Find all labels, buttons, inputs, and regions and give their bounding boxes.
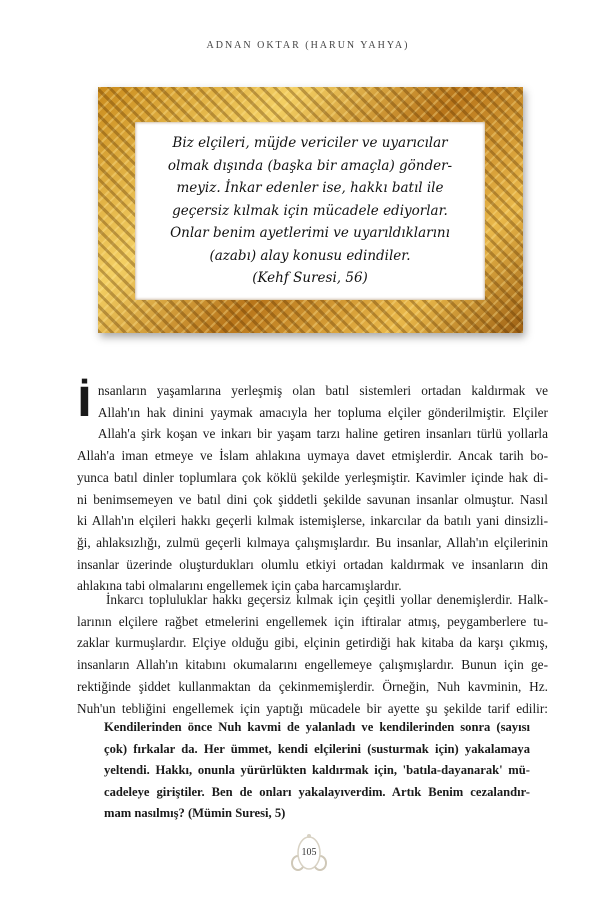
text-line: zaklar kurmuşlardır. Elçiye olduğu gibi, elçinin getirdiği hak kitaba da karşı çıkmış, [77,635,548,651]
page-number: 105 [301,847,317,858]
quote-line: Kendilerinden önce Nuh kavmi de yalanladı ve kendilerinden sonra (sayısı [104,720,530,734]
quote-line: mam nasılmış? (Mümin Suresi, 5) [104,806,286,820]
verse-citation: (Kehf Suresi, 56) [252,270,368,287]
framed-verse [135,122,485,300]
text-line: yunca batıl dinler toplumlara çok köklü şekilde yerleşmiştir. Kavimler içinde hak di- [77,469,548,485]
verse-line: Onlar benim ayetlerimi ve uyarıldıklarını [170,225,450,242]
paragraph-1 [77,380,548,597]
verse-line: (azabı) alay konusu edindiler. [209,247,411,264]
text-line: İnkarcı topluluklar hakkı geçersiz kılmak için çeşitli yollar denemişlerdir. Halk- [106,592,548,607]
text-line: insanlar üzerinde oluşturdukları olumlu etkiyi ortadan kaldırmak ve insanların din [77,556,548,572]
quote-line: çok) fırkalar da. Her ümmet, kendi elçilerini (susturmak için) yakalamaya [104,741,530,756]
text-line: larının elçilere rağbet etmelerini engellemek için iftiralar atmış, peygamberlere tu- [77,613,548,629]
text-line: Allah'a iman etmeye ve İslam ahlakına uymaya davet etmişlerdir. Ancak tarih bo- [77,448,548,464]
text-line: Nuh'un tebliğini engellemek için yaptığı mücadele bir ayette şu şekilde tarif edilir: [77,700,548,716]
text-line: ği, ahlaksızlığı, zulmü geçerli kılmaya çalışmışlardır. Bu insanlar, Allah'ın elçilerinin [77,534,548,550]
gold-ornate-frame [98,87,523,333]
verse-quote [104,717,530,825]
text-line: insanların Allah'ın kitabını okumalarını engellemeye çalışmışlardır. Bunun için ge- [77,657,548,673]
text-line: rektiğinde şiddet kullanmaktan da çekinmemişlerdir. Örneğin, Nuh kavminin, Hz. [77,678,548,694]
text-line: ni benimsemeyen ve batıl dini çok şiddetli şekilde savunan insanlar olmuştur. Nasıl [77,491,548,507]
verse-line: meyiz. İnkar edenler ise, hakkı batıl ile [176,180,444,197]
text-line: ki Allah'ın elçileri hakkı geçerli kılmak istemişlerse, inkarcılar da batılı yani dinsizli- [77,513,548,529]
quote-line: yeltendi. Hakkı, onunla yürürlükten kaldırmak için, 'batıla-dayanarak' mü- [104,763,530,777]
verse-line: olmak dışında (başka bir amaçla) gönder- [167,157,453,174]
text-line: ahlakına tabi olmalarını engellemek için çaba harcamışlardır. [77,578,402,594]
text-line: Allah'ın hak dinini yaymak amacıyla her topluma elçiler gönderilmiştir. Elçiler [97,404,548,420]
text-line: nsanların yaşamlarına yerleşmiş olan batıl sistemleri ortadan kaldırmak ve [97,383,548,398]
text-line: Allah'a şirk koşan ve inkarı bir yaşam tarzı haline getiren insanları türlü yollarla [97,426,548,442]
quote-line: cadeleye giriştiler. Ben de onları yakalayıverdim. Artık Benim cezalandır- [104,784,530,799]
drop-cap: İ [77,380,92,426]
verse-line: geçersiz kılmak için mücadele ediyorlar. [172,202,448,219]
verse-line: Biz elçileri, müjde vericiler ve uyarıcılar [172,135,448,152]
paragraph-2 [77,589,548,719]
running-head: ADNAN OKTAR (HARUN YAHYA) [206,40,410,51]
